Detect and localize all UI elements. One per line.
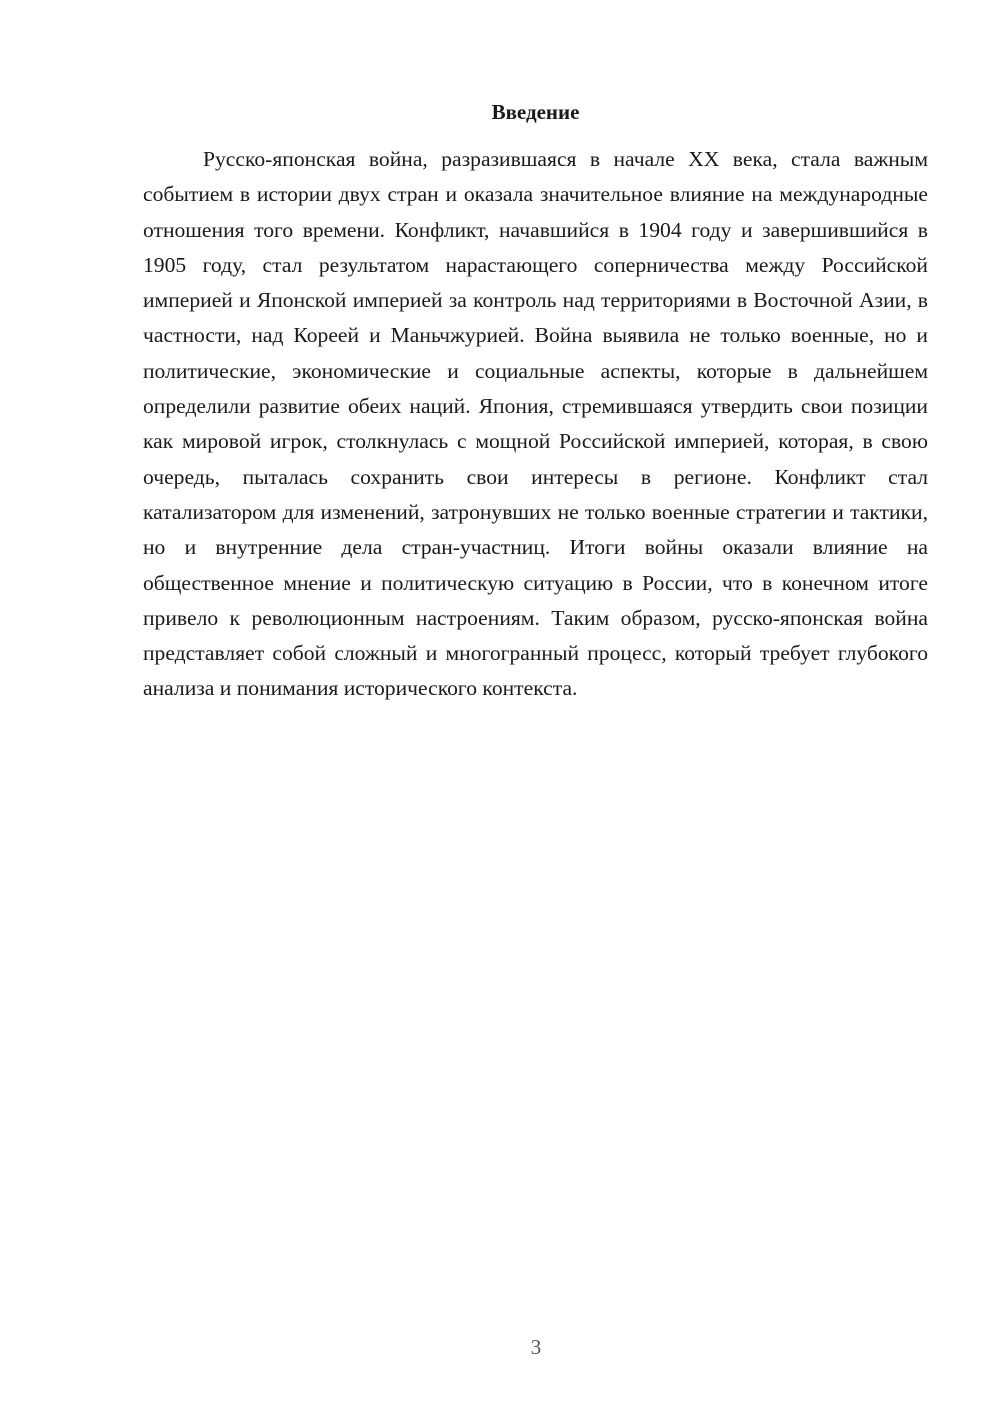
section-heading: Введение xyxy=(491,100,580,124)
introduction-paragraph: Русско-японская война, разразившаяся в начале XX века, стала важным событием в истории двух стран и оказала значительное влияние на международные отношения того времени. Конфликт, начавшийся в 1904 году и завершившийся в 1905 году, стал результатом нарастающего соперничества между Российской империей и Японской империей за контроль над территориями в Восточной Азии, в частности, над Кореей и Маньчжурией. Война выявила не только военные, но и политические, экономические и социальные аспекты, которые в дальнейшем определили развитие обеих наций. Япония, стремившаяся утвердить свои позиции как мировой игрок, столкнулась с мощной Российской империей, которая, в свою очередь, пыталась сохранить свои интересы в регионе. Конфликт стал катализатором для изменений, затронувших не только военные стратегии и тактики, но и внутренние дела стран-участниц. Итоги войны оказали влияние на общественное мнение и политическую ситуацию в России, что в конечном итоге привело к революционным настроениям. Таким образом, русско-японская война представляет собой сложный и многогранный процесс, который требует глубокого анализа и понимания исторического контекста. xyxy=(143,147,928,701)
page-number: 3 xyxy=(530,1335,542,1359)
